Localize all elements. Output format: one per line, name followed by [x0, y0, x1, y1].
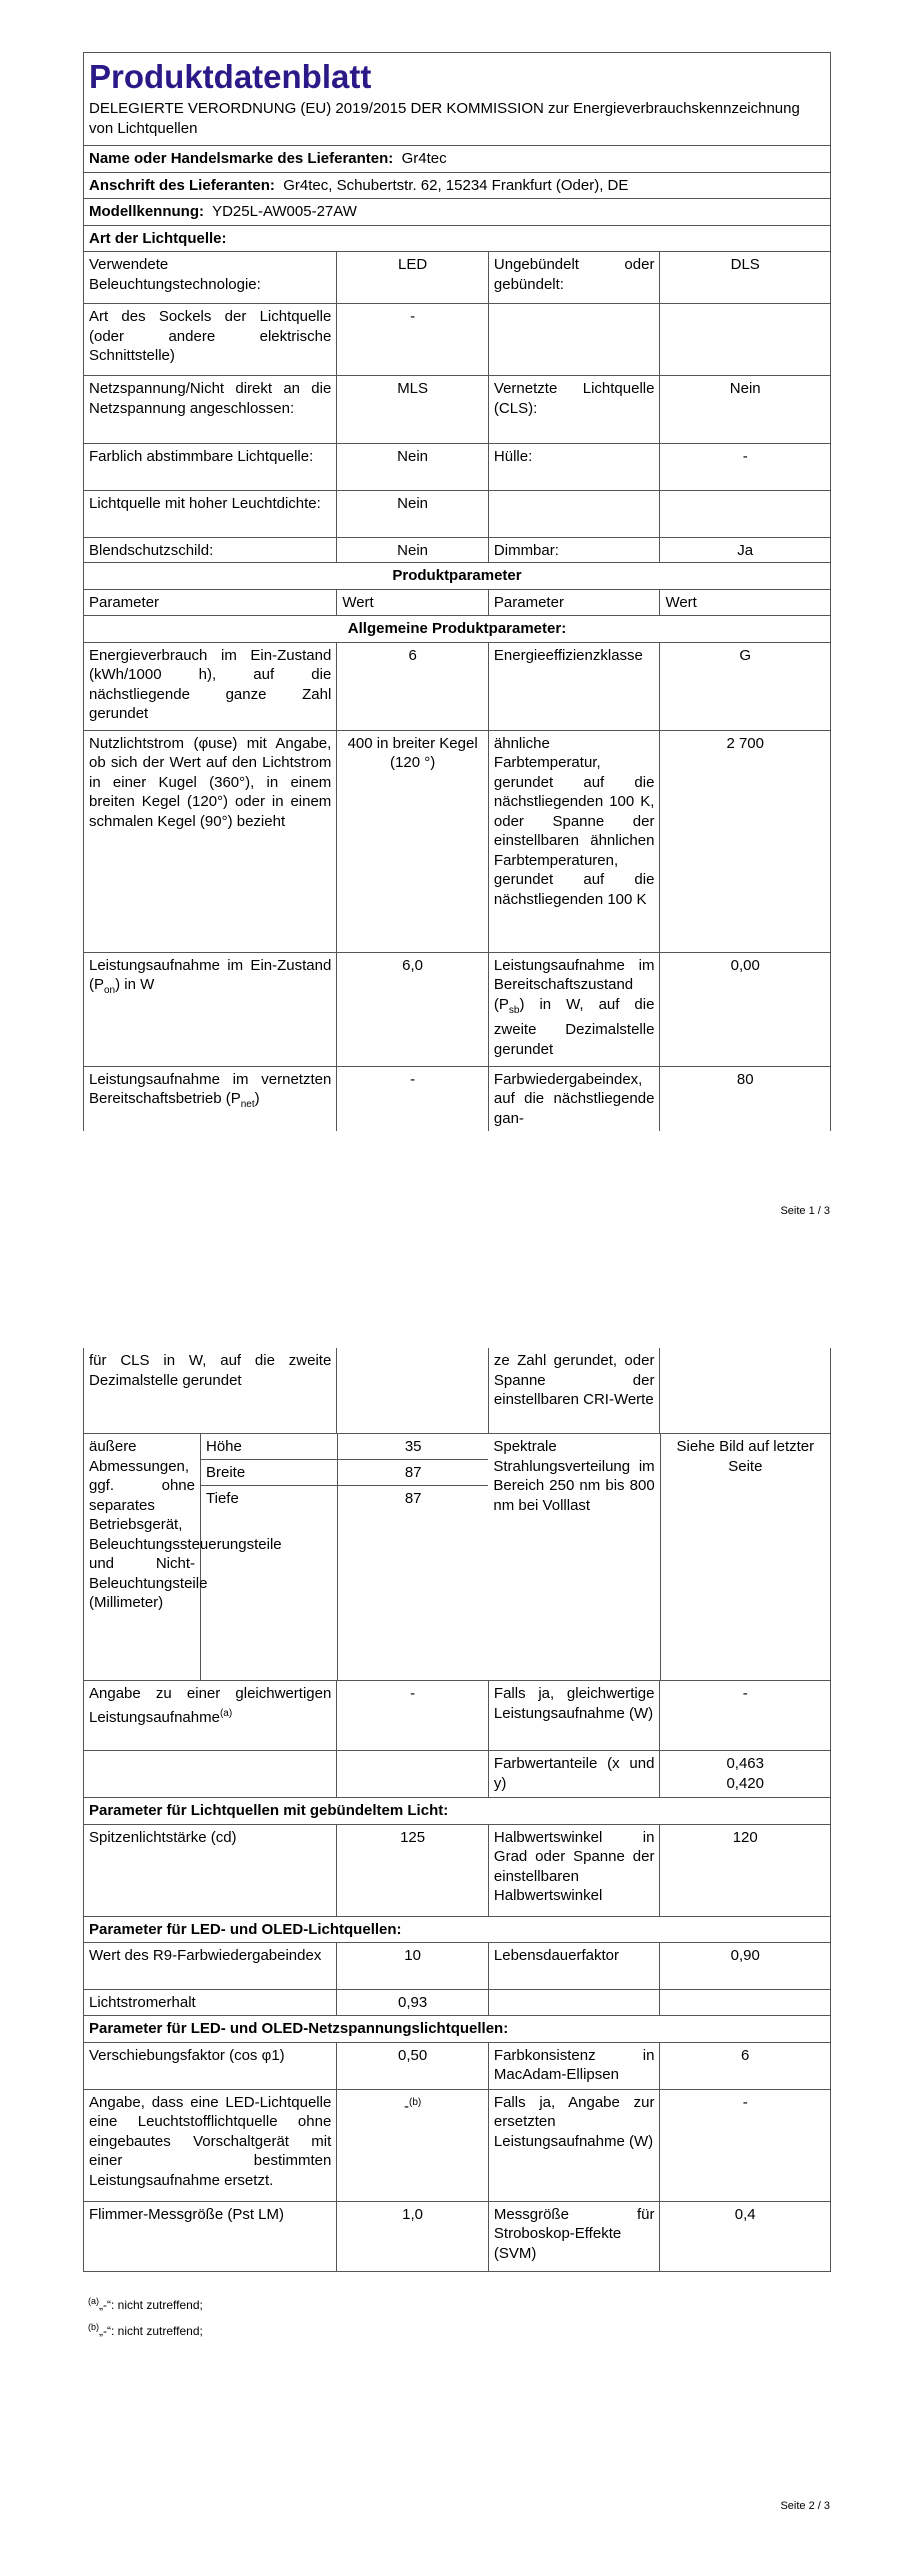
param-label: Flimmer-Messgröße (Pst LM)	[89, 2205, 285, 2223]
page-1	[0, 0, 905, 1255]
param-value: Nein	[659, 376, 830, 443]
supplier-label: Name oder Handelsmarke des Lieferanten:	[89, 150, 394, 167]
directional-heading-row	[84, 1798, 830, 1825]
param-value: 1,0	[336, 2202, 488, 2271]
param-value: 6	[659, 2043, 830, 2089]
param-value: Nein	[336, 491, 488, 537]
address-row	[84, 173, 830, 200]
datasheet-table-page-2	[83, 1348, 831, 2272]
param-value	[659, 491, 830, 537]
footnotes	[88, 2290, 203, 2342]
dimension-value: 87	[338, 1460, 488, 1486]
table-row	[84, 304, 830, 376]
section-heading: Art der Lichtquelle:	[89, 229, 227, 247]
param-value: Ja	[659, 538, 830, 562]
param-label: für CLS in W, auf die zweite Dezimalstelle gerundet	[89, 1352, 332, 1389]
param-value: -	[659, 2090, 830, 2201]
param-label: Blendschutzschild:	[89, 542, 214, 559]
column-header: Parameter	[89, 593, 160, 611]
table-row	[84, 1990, 830, 2016]
param-label: Nutzlichtstrom (φuse) mit Angabe, ob sich der Wert auf den Lichtstrom in einer Kugel (360°), in einem breiten Kegel (120°) oder in einem schmalen Kegel (90°) bezieht	[89, 734, 332, 830]
param-value: 80	[659, 1067, 830, 1131]
param-label: Lichtquelle mit hoher Leuchtdichte:	[89, 495, 321, 512]
param-label: Leistungsaufnahme im vernetzten Bereitschaftsbetrieb $(P_{net})$	[89, 1070, 332, 1110]
param-label: Lichtstromerhalt	[89, 1994, 196, 2011]
section-heading: Produktparameter	[392, 567, 522, 584]
param-label: ze Zahl gerundet, oder Spanne der einstellbaren CRI-Werte	[488, 1348, 660, 1433]
param-value: 120	[659, 1825, 830, 1916]
param-label: Lebensdauerfaktor	[488, 1943, 660, 1989]
param-label: Leistungsaufnahme im Bereitschaftszustand $(P_{sb})$ in W, auf die zweite Dezimalstelle gerundet	[488, 953, 660, 1066]
param-label: Angabe, dass eine LED-Lichtquelle eine Leuchtstofflichtquelle ohne eingebautes Vorschaltgerät mit einer bestimmten Leistungsaufnahme ersetzt.	[89, 2093, 332, 2189]
table-row	[84, 731, 830, 953]
param-label: Hülle:	[488, 444, 660, 490]
param-label: Energieeffizienzklasse	[488, 643, 660, 730]
section-heading: Parameter für Lichtquellen mit gebündeltem Licht:	[89, 1802, 449, 1819]
table-row	[84, 643, 830, 731]
param-value: 6	[336, 643, 488, 730]
model-value: YD25L-AW005-27AW	[212, 203, 357, 220]
column-header: Parameter	[488, 590, 660, 616]
param-label: Farbkonsistenz in MacAdam-Ellipsen	[488, 2043, 660, 2089]
param-label: Leistungsaufnahme im Ein-Zustand $(P_{on})$ in W	[89, 956, 332, 996]
model-label: Modellkennung:	[89, 203, 204, 220]
table-row	[84, 1067, 830, 1131]
param-label: Verschiebungsfaktor (cos φ1)	[89, 2046, 285, 2064]
dimension-label: Tiefe	[206, 1490, 239, 1507]
table-row	[84, 491, 830, 538]
param-label: Farblich abstimmbare Lichtquelle:	[89, 448, 314, 465]
title-block	[84, 53, 830, 146]
address-label: Anschrift des Lieferanten:	[89, 176, 275, 194]
param-label: Messgröße für Stroboskop-Effekte (SVM)	[488, 2202, 660, 2271]
column-header-row	[84, 590, 830, 617]
param-label: Falls ja, gleichwertige Leistungsaufnahme (W)	[488, 1681, 660, 1750]
table-row-continuation	[84, 1348, 830, 1434]
datasheet-table-page-1	[83, 52, 831, 1131]
mains-heading-row	[84, 2016, 830, 2043]
param-label: Halbwertswinkel in Grad oder Spanne der einstellbaren Halbwertswinkel	[488, 1825, 660, 1916]
param-value: 0,463 0,420	[659, 1751, 830, 1797]
param-value: Nein	[336, 444, 488, 490]
supplier-value: Gr4tec	[401, 150, 447, 167]
table-row	[84, 252, 830, 304]
param-value: Siehe Bild auf letzter Seite	[660, 1434, 830, 1680]
param-label	[488, 1990, 660, 2015]
param-label: Spektrale Strahlungsverteilung im Bereich 250 nm bis 800 nm bei Volllast	[493, 1438, 655, 1514]
param-value: G	[659, 643, 830, 730]
param-value: -	[336, 304, 488, 375]
section-heading: Allgemeine Produktparameter:	[347, 620, 567, 637]
param-label: Angabe zu einer gleichwertigen Leistungsaufnahme$^{(a)}$	[89, 1685, 332, 1726]
dimensions-label: äußere Abmessungen, ggf. ohne separates Betriebsgerät, Beleuchtungssteuerungsteile und Nicht-Beleuchtungsteile (Millimeter)	[84, 1434, 201, 1680]
supplier-row	[84, 146, 830, 173]
footnote-a: $^{(a)}$„-“: nicht zutreffend;	[88, 2296, 203, 2312]
table-row	[84, 1751, 830, 1798]
column-header: Wert	[336, 590, 488, 616]
table-row	[84, 1681, 830, 1751]
param-value: 0,50	[336, 2043, 488, 2089]
column-header: Wert	[659, 590, 830, 616]
table-row	[84, 953, 830, 1067]
address-value: Gr4tec, Schubertstr. 62, 15234 Frankfurt (Oder), DE	[283, 176, 629, 194]
page-title: Produktdatenblatt	[89, 58, 372, 95]
param-label: Art des Sockels der Lichtquelle (oder andere elektrische Schnittstelle)	[89, 308, 332, 364]
param-value	[659, 304, 830, 375]
param-label: Spitzenlichtstärke (cd)	[89, 1828, 237, 1846]
led-heading-row	[84, 1917, 830, 1944]
param-label: Wert des R9-Farbwiedergabeindex	[89, 1947, 322, 1964]
section-heading: Parameter für LED- und OLED-Lichtquellen:	[89, 1920, 402, 1938]
param-value: 6,0	[336, 953, 488, 1066]
general-heading-row	[84, 616, 830, 643]
page-number: Seite 2 / 3	[780, 2500, 830, 2512]
param-label: ähnliche Farbtemperatur, gerundet auf die nächstliegenden 100 K, oder Spanne der einstellbaren ähnlichen Farbtemperaturen, gerundet auf die nächstliegenden 100 K	[488, 731, 660, 952]
section-heading: Parameter für LED- und OLED-Netzspannungslichtquellen:	[89, 2020, 509, 2037]
param-value: 10	[336, 1943, 488, 1989]
page-2	[0, 1255, 905, 2560]
table-row	[84, 376, 830, 444]
table-row	[84, 538, 830, 563]
dimension-value: 87	[404, 1490, 422, 1507]
dimensions-row	[84, 1434, 830, 1681]
dimension-label: Breite	[206, 1464, 246, 1481]
footnote-b: $^{(b)}$„-“: nicht zutreffend;	[88, 2322, 203, 2338]
table-row	[84, 2090, 830, 2202]
table-row	[84, 1943, 830, 1990]
param-value: MLS	[336, 376, 488, 443]
dimension-label: Höhe	[206, 1438, 242, 1455]
param-label: Netzspannung/Nicht direkt an die Netzspannung angeschlossen:	[89, 380, 332, 417]
param-value: 0,90	[659, 1943, 830, 1989]
table-row	[84, 2043, 830, 2090]
page-number: Seite 1 / 3	[780, 1205, 830, 1217]
param-label: Energieverbrauch im Ein-Zustand (kWh/1000 h), auf die nächstliegende ganze Zahl gerundet	[89, 646, 332, 722]
param-value: 0,93	[336, 1990, 488, 2015]
param-value: 0,4	[659, 2202, 830, 2271]
param-value: DLS	[659, 252, 830, 303]
dimension-value: 35	[338, 1434, 488, 1460]
param-label: Farbwertanteile (x und y)	[488, 1751, 660, 1797]
param-label	[488, 304, 660, 375]
product-params-heading-row	[84, 563, 830, 590]
type-heading-row	[84, 226, 830, 253]
param-value: -$^{(b)}$	[336, 2090, 488, 2201]
table-row	[84, 1825, 830, 1917]
param-label: Ungebündelt oder gebündelt:	[488, 252, 660, 303]
param-value: 125	[336, 1825, 488, 1916]
param-value: -	[336, 1067, 488, 1131]
param-value: -	[336, 1681, 488, 1750]
param-value: LED	[336, 252, 488, 303]
param-label: Dimmbar:	[488, 538, 660, 562]
model-row	[84, 199, 830, 226]
param-value: 2 700	[659, 731, 830, 952]
param-label: Verwendete Beleuchtungstechnologie:	[89, 256, 261, 293]
param-value: 400 in breiter Kegel (120 °)	[336, 731, 488, 952]
table-row	[84, 2202, 830, 2272]
table-row	[84, 444, 830, 491]
param-value: -	[659, 1681, 830, 1750]
param-label: Farbwiedergabeindex, auf die nächstliegende gan-	[488, 1067, 660, 1131]
regulation-subtitle: DELEGIERTE VERORDNUNG (EU) 2019/2015 DER KOMMISSION zur Energieverbrauchskennzeichnung von Lichtquellen	[89, 100, 800, 137]
param-label: Vernetzte Lichtquelle (CLS):	[488, 376, 660, 443]
param-value: 0,00	[659, 953, 830, 1066]
param-value: Nein	[336, 538, 488, 562]
param-value	[659, 1990, 830, 2015]
param-label	[488, 491, 660, 537]
param-value: -	[659, 444, 830, 490]
param-label: Falls ja, Angabe zur ersetzten Leistungsaufnahme (W)	[488, 2090, 660, 2201]
